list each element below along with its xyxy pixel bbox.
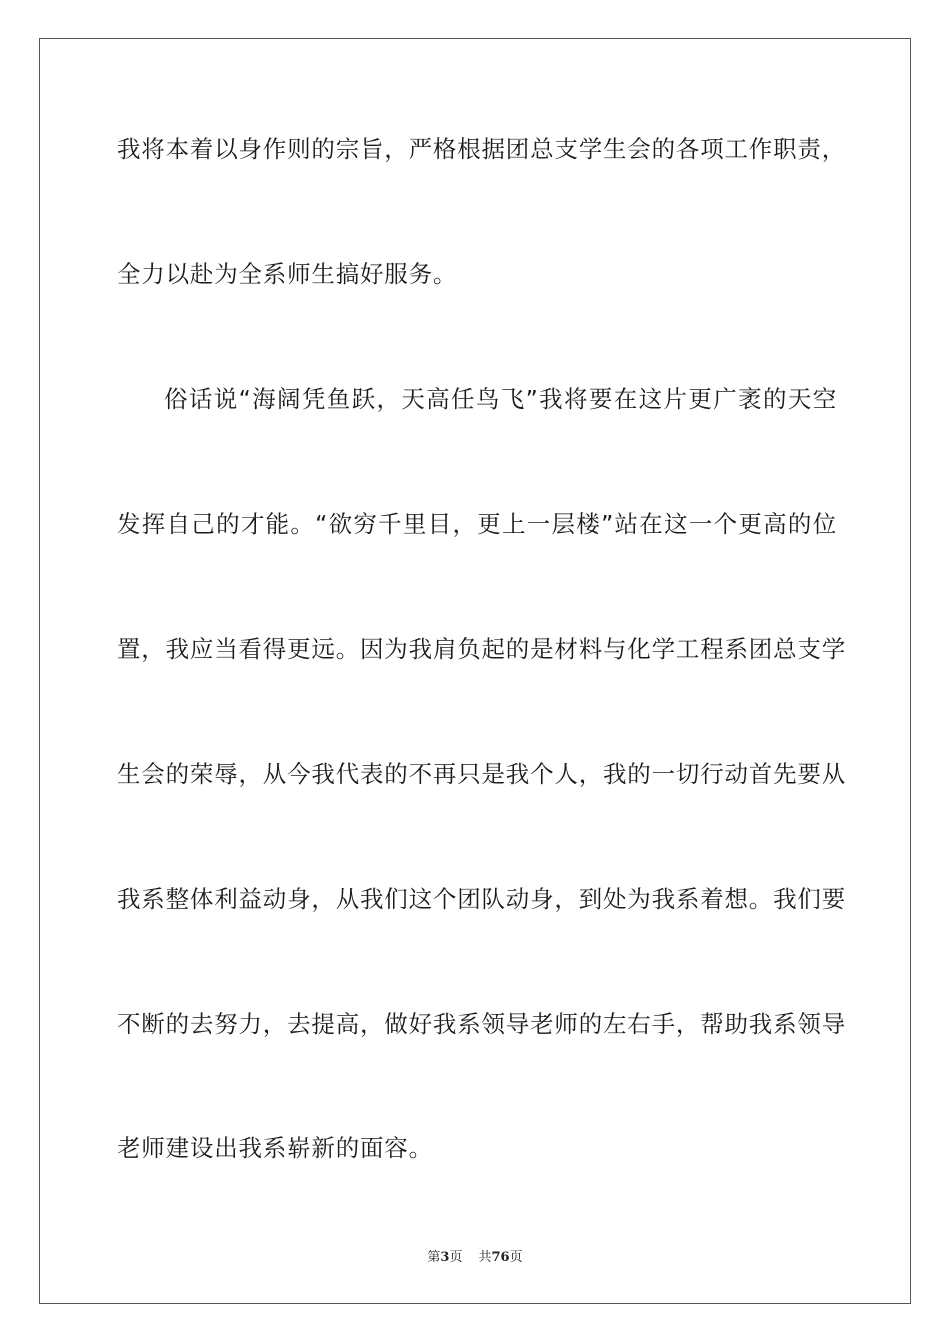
page-border — [39, 38, 911, 1304]
text-line-9: 老师建设出我系崭新的面容。 — [117, 1134, 433, 1162]
total-suffix: 页 — [509, 1250, 523, 1265]
text-line-1: 我将本着以身作则的宗旨，严格根据团总支学生会的各项工作职责， — [117, 135, 846, 163]
text-line-3: 俗话说“海阔凭鱼跃，天高任鸟飞”我将要在这片更广袤的天空 — [164, 385, 837, 413]
total-prefix: 共 — [478, 1250, 492, 1265]
total-pages: 76 — [491, 1250, 510, 1265]
text-line-2: 全力以赴为全系师生搞好服务。 — [117, 260, 458, 288]
page-footer — [0, 1246, 950, 1265]
text-line-8: 不断的去努力，去提高，做好我系领导老师的左右手，帮助我系领导 — [117, 1010, 846, 1038]
page-number: 3 — [440, 1250, 450, 1265]
text-line-5: 置，我应当看得更远。因为我肩负起的是材料与化学工程系团总支学 — [117, 635, 846, 663]
page-suffix: 页 — [449, 1250, 463, 1265]
page-prefix: 第 — [427, 1250, 441, 1265]
text-line-4: 发挥自己的才能。“欲穷千里目，更上一层楼”站在这一个更高的位 — [117, 510, 837, 538]
text-line-7: 我系整体利益动身，从我们这个团队动身，到处为我系着想。我们要 — [117, 885, 846, 913]
text-line-6: 生会的荣辱，从今我代表的不再只是我个人，我的一切行动首先要从 — [117, 760, 846, 788]
